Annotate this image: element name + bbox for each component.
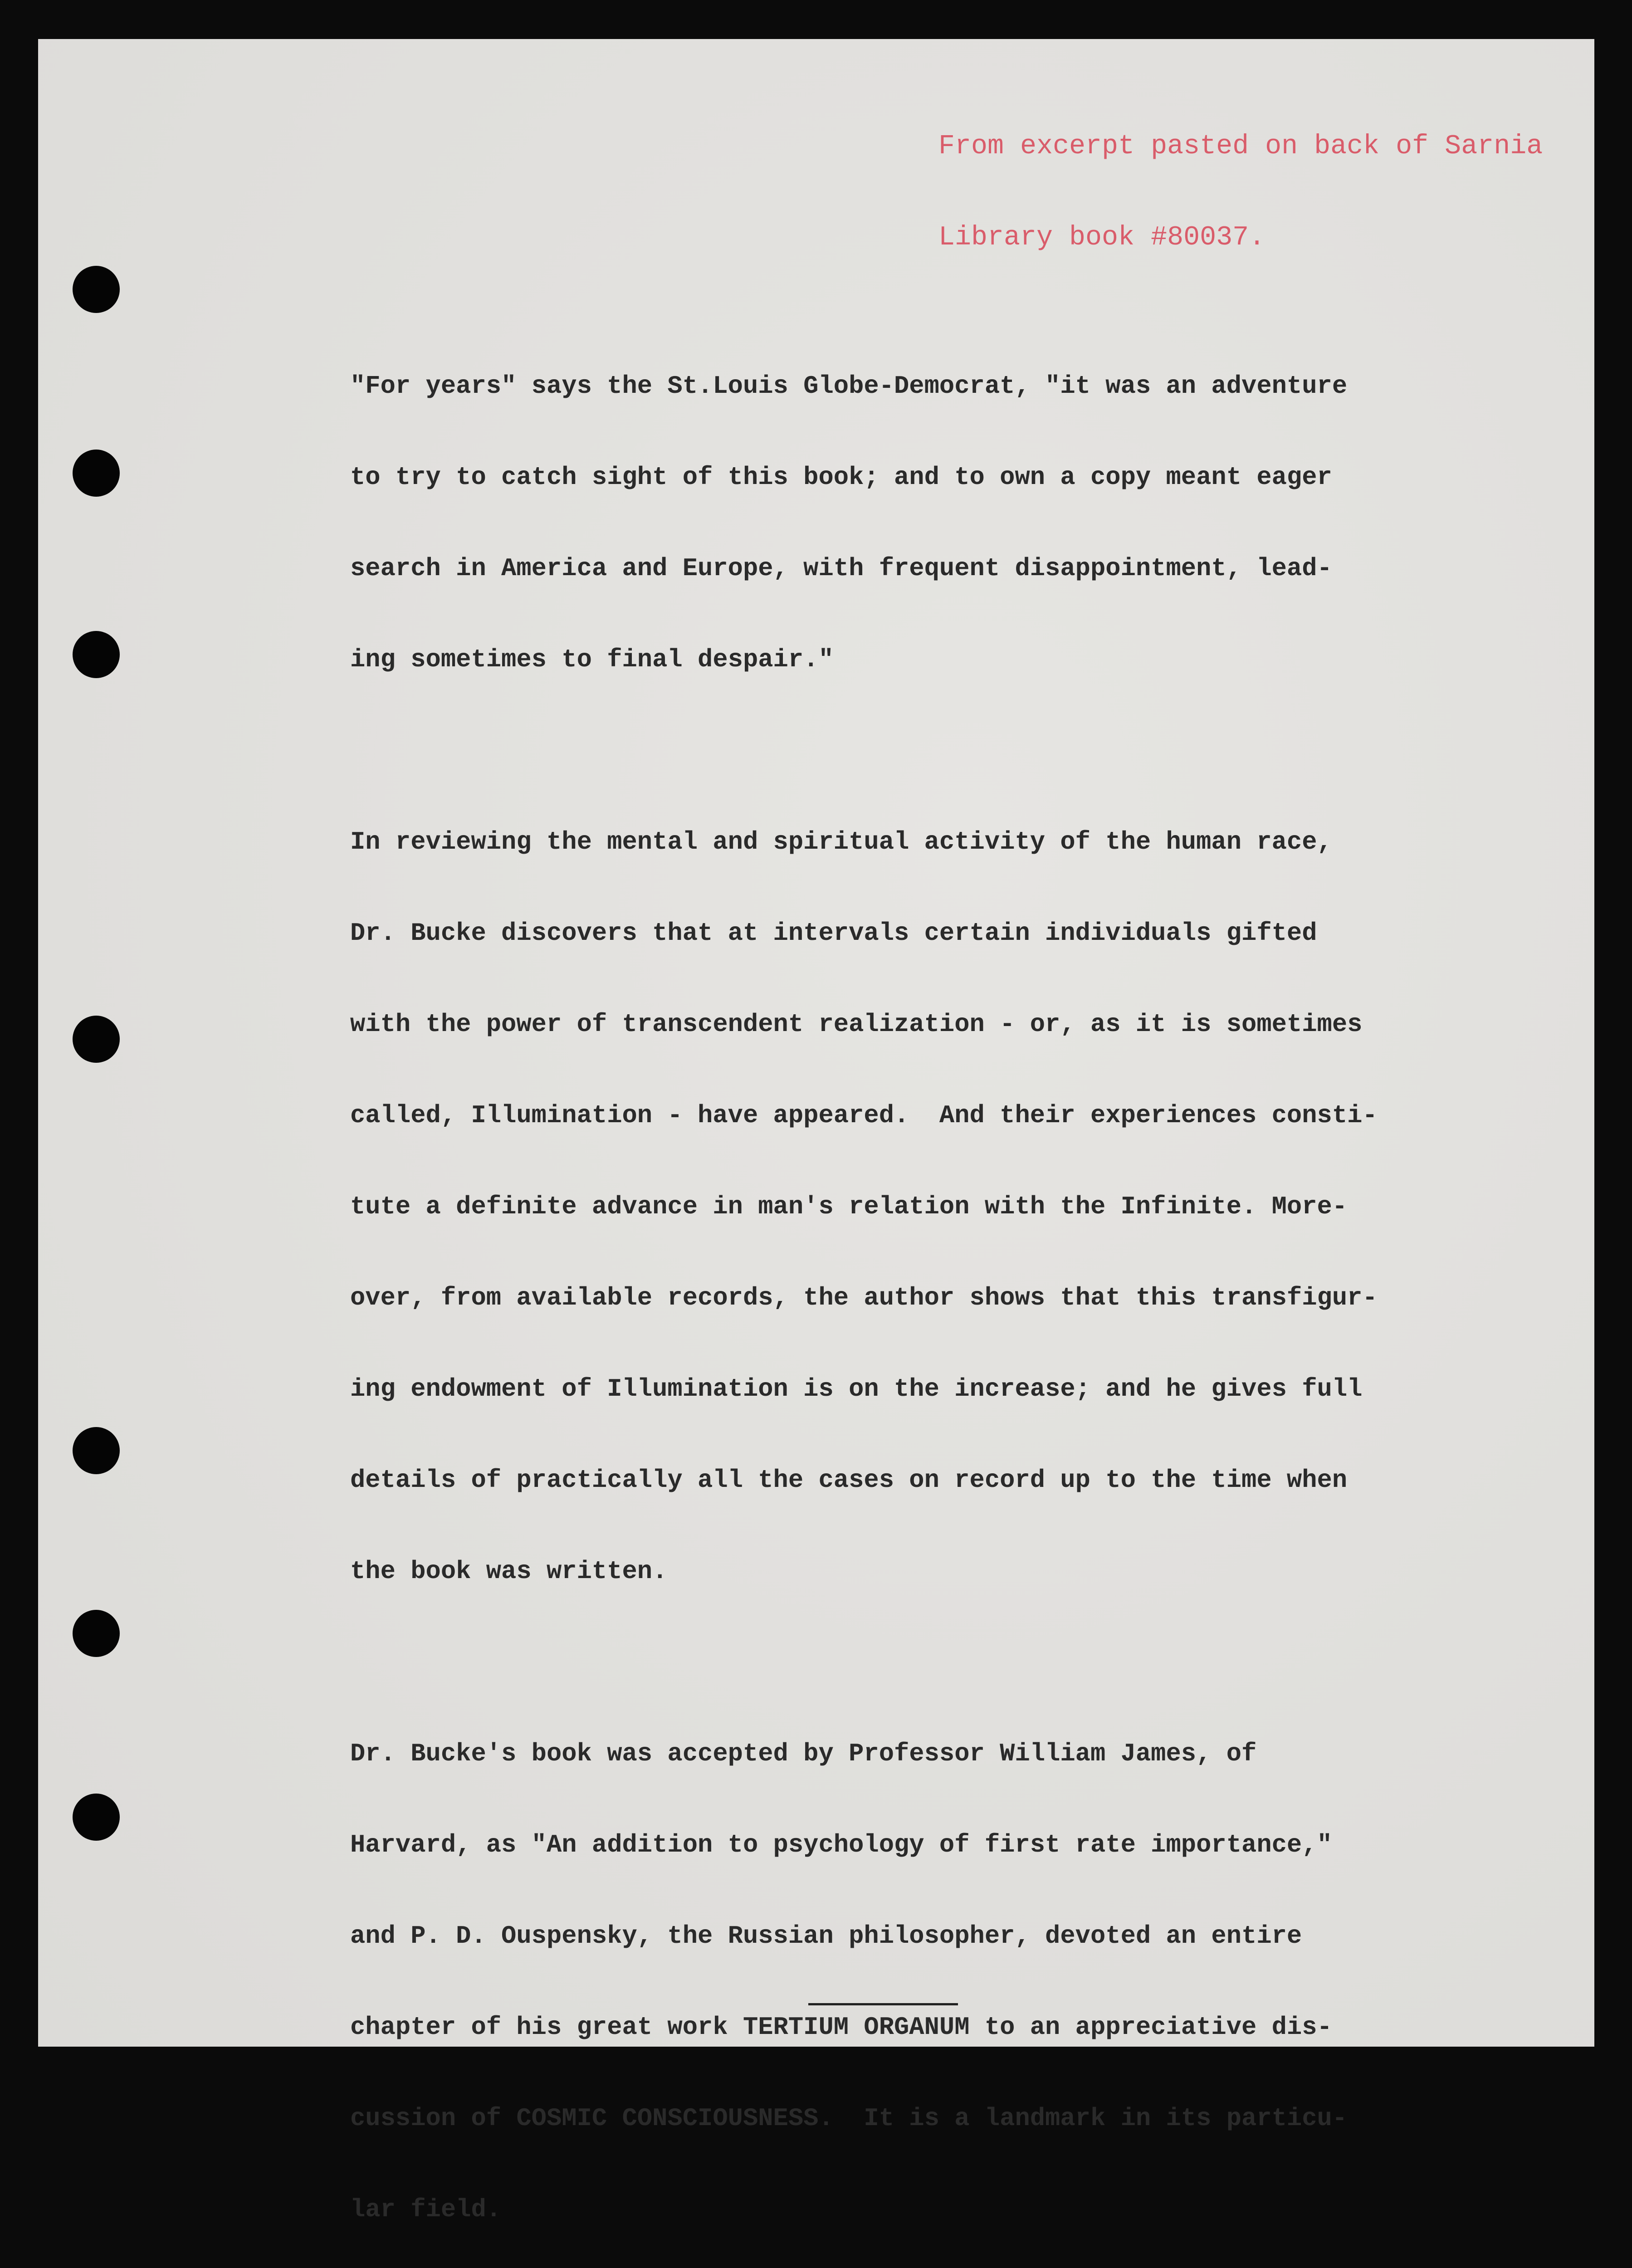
text-line: "For years" says the St.Louis Globe-Democrat, "it was an adventure (350, 372, 1348, 401)
text-line: over, from available records, the author shows that this transfigur- (350, 1284, 1378, 1312)
source-annotation (938, 71, 1543, 314)
document-page (38, 39, 1594, 2224)
binder-hole (73, 1794, 120, 1841)
body-text (350, 310, 1439, 2268)
text-line: to try to catch sight of this book; and to own a copy meant eager (350, 463, 1332, 492)
text-line: Harvard, as "An addition to psychology of first rate importance," (350, 1831, 1332, 1859)
text-line: ing endowment of Illumination is on the increase; and he gives full (350, 1375, 1363, 1403)
end-rule (808, 2003, 958, 2005)
text-line: Dr. Bucke's book was accepted by Professor William James, of (350, 1740, 1257, 1768)
text-line: search in America and Europe, with frequent disappointment, lead- (350, 554, 1332, 583)
text-line: cussion of COSMIC CONSCIOUSNESS. It is a landmark in its particu- (350, 2104, 1348, 2133)
paragraph-3 (350, 1678, 1439, 2268)
binder-hole (73, 450, 120, 497)
text-line: lar field. (350, 2195, 502, 2224)
binder-hole (73, 1016, 120, 1063)
binder-hole (73, 631, 120, 678)
annotation-line: Library book #80037. (938, 222, 1266, 253)
annotation-line: From excerpt pasted on back of Sarnia (938, 131, 1543, 162)
text-line: chapter of his great work TERTIUM ORGANUM to an appreciative dis- (350, 2013, 1332, 2042)
binder-hole (73, 266, 120, 313)
paragraph-2 (350, 766, 1439, 1647)
paragraph-1 (350, 310, 1439, 736)
text-line: and P. D. Ouspensky, the Russian philosopher, devoted an entire (350, 1922, 1302, 1950)
text-line: details of practically all the cases on record up to the time when (350, 1466, 1348, 1495)
text-line: Dr. Bucke discovers that at intervals certain individuals gifted (350, 919, 1317, 948)
text-line: tute a definite advance in man's relation with the Infinite. More- (350, 1193, 1348, 1221)
text-line: the book was written. (350, 1557, 668, 1586)
text-line: with the power of transcendent realization - or, as it is sometimes (350, 1010, 1363, 1039)
text-line: ing sometimes to final despair." (350, 645, 834, 674)
text-line: In reviewing the mental and spiritual activity of the human race, (350, 828, 1332, 856)
text-line: called, Illumination - have appeared. And their experiences consti- (350, 1101, 1378, 1130)
binder-hole (73, 1427, 120, 1474)
binder-hole (73, 1610, 120, 1657)
